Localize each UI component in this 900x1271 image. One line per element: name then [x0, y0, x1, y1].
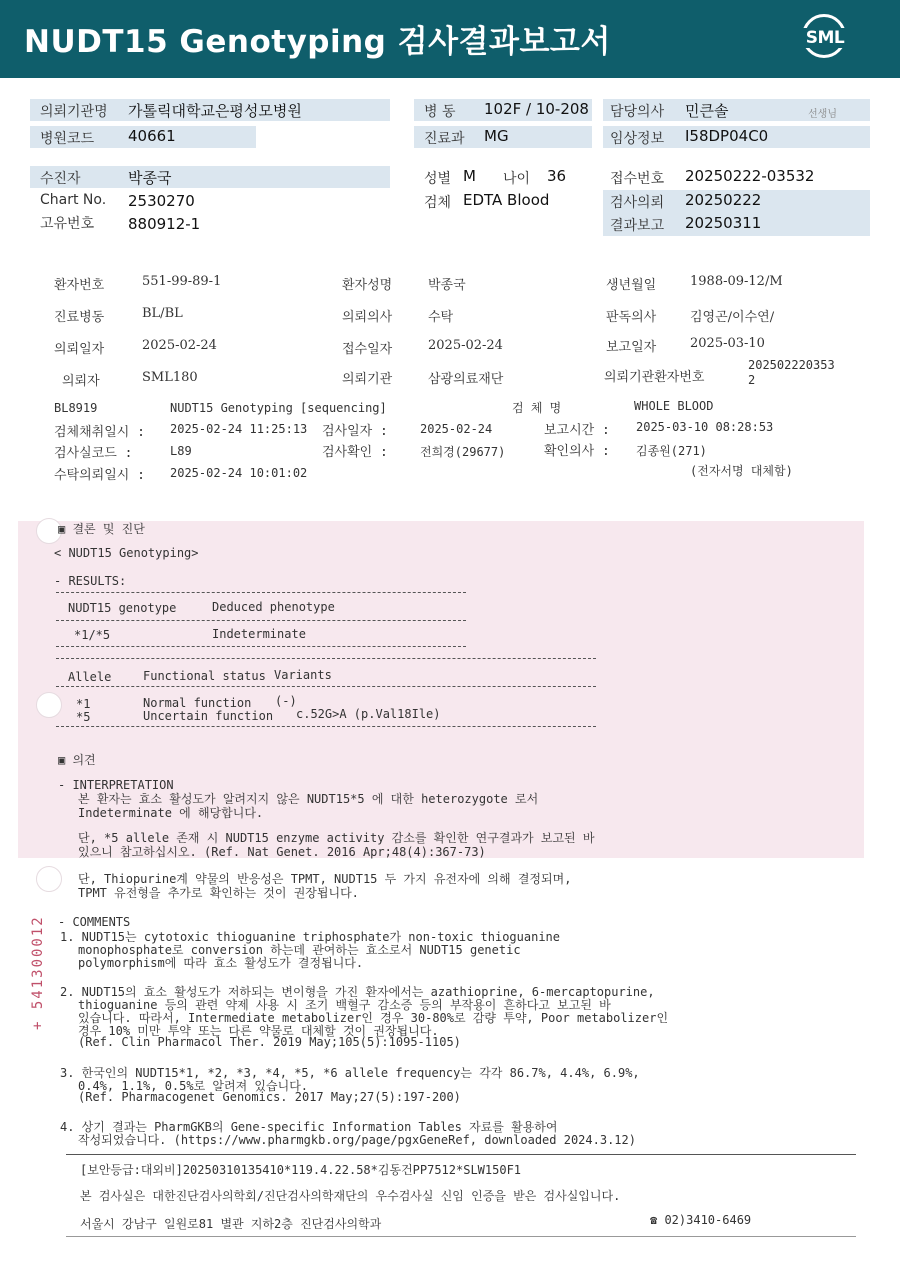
opinion-section-title: ▣ 의견 [58, 753, 96, 767]
doctor-label: 담당의사 [610, 104, 665, 120]
variant-row-2: c.52G>A (p.Val18Ile) [296, 707, 441, 721]
sml-logo [796, 14, 854, 64]
interp-p1-line2: Indeterminate 에 해당합니다. [78, 806, 264, 820]
institution-value: 가톨릭대학교은평성모병원 [128, 102, 302, 120]
order-label: 수탁의뢰일시 : [54, 468, 146, 483]
punch-hole-3 [36, 866, 62, 892]
read-dr-label: 판독의사 [606, 310, 657, 325]
comment-1-line3: polymorphism에 따라 효소 활성도가 결정됩니다. [78, 956, 364, 970]
specimen-value: EDTA Blood [463, 191, 550, 209]
doctor-value: 민큰솔 [685, 102, 729, 120]
patient-value: 박종국 [128, 169, 172, 187]
phenotype-value: Indeterminate [212, 627, 306, 641]
comment-3-line1: 3. 한국인의 NUDT15*1, *2, *3, *4, *5, *6 allele frequency는 각각 86.7%, 4.4%, 6.9%, [60, 1066, 640, 1080]
rec-date-label: 접수일자 [342, 342, 393, 357]
clinical-label: 임상정보 [610, 131, 665, 147]
interp-p2-line2: 있으니 참고하십시오. (Ref. Nat Genet. 2016 Apr;48(4):367-73) [78, 845, 486, 859]
interp-p1-line1: 본 환자는 효소 활성도가 알려지지 않은 NUDT15*5 에 대한 heterozygote 로서 [78, 792, 539, 806]
footer-divider [66, 1236, 856, 1237]
report-value: 20250311 [685, 214, 762, 232]
security-line: [보안등급:대외비]20250310135410*119.4.22.58*김동건PP7512*SLW150F1 [80, 1163, 522, 1177]
genotype-header: NUDT15 genotype [68, 601, 177, 615]
test-date-value: 2025-02-24 [420, 422, 493, 436]
patient-bar [30, 166, 390, 188]
request-value: 20250222 [685, 191, 762, 209]
confirm-value: 김종원(271) [636, 444, 707, 458]
rep-date-label: 보고일자 [606, 340, 657, 355]
test-specimen-label: 검 체 명 [512, 401, 562, 415]
phenotype-header: Deduced phenotype [212, 600, 335, 614]
test-code: BL8919 [54, 401, 98, 415]
comment-3-line2: 0.4%, 1.1%, 0.5%로 알려져 있습니다. [78, 1079, 309, 1093]
report-time-value: 2025-03-10 08:28:53 [636, 420, 774, 434]
req-dr-label: 의뢰의사 [342, 310, 393, 325]
read-dr-value: 김영곤/이수연/ [690, 310, 775, 325]
confirm-label: 확인의사 : [544, 444, 610, 459]
patient-label: 수진자 [40, 171, 81, 187]
function-header: Functional status [143, 669, 266, 683]
variants-header: Variants [274, 668, 332, 682]
receipt-value: 20250222-03532 [685, 167, 815, 185]
divider [56, 620, 466, 621]
results-label: - RESULTS: [54, 574, 127, 588]
side-barcode-text: + 541300012 [30, 915, 46, 1030]
divider [56, 658, 596, 659]
sex-label: 성별 [424, 171, 452, 187]
comment-2-line3: 있습니다. 따라서, Intermediate metabolizer인 경우 30-80%로 감량 투약, Poor metabolizer인 [78, 1011, 669, 1025]
esign-note: (전자서명 대체함) [690, 464, 793, 478]
variant-row-1: (-) [275, 694, 297, 708]
divider [56, 686, 596, 687]
id-label: 고유번호 [40, 216, 95, 232]
ward-label: 병 동 [424, 104, 456, 120]
divider [56, 646, 466, 647]
divider [56, 592, 466, 593]
verify-value: 전희경(29677) [420, 445, 506, 459]
comment-2-line4: 경우 10% 미만 투약 또는 다른 약물로 대체할 것이 권장됩니다. [78, 1024, 439, 1038]
dept-value: MG [484, 127, 509, 145]
result-subtitle: < NUDT15 Genotyping> [54, 546, 199, 560]
function-row-2: Uncertain function [143, 709, 274, 723]
pt-name-label: 환자성명 [342, 278, 393, 293]
inst-pt-label: 의뢰기관환자번호 [604, 370, 705, 385]
lab-phone: ☎ 02)3410-6469 [650, 1213, 752, 1227]
dept-label: 진료과 [424, 131, 465, 147]
req-date-label: 의뢰일자 [54, 342, 105, 357]
ward-info-value: BL/BL [142, 306, 183, 321]
allele-row-1: *1 [76, 697, 91, 711]
inst-pt-value-2: 2 [748, 373, 756, 387]
chart-value: 2530270 [128, 192, 195, 210]
req-inst-label: 의뢰기관 [342, 372, 393, 387]
id-value: 880912-1 [128, 215, 201, 233]
certification-note: 본 검사실은 대한진단검사의학회/진단검사의학재단의 우수검사실 신임 인증을 받은 검사실입니다. [80, 1189, 621, 1203]
lab-address: 서울시 강남구 일원로81 별관 지하2층 진단검사의학과 [80, 1217, 382, 1231]
report-time-label: 보고시간 : [544, 423, 610, 438]
allele-row-2: *5 [76, 710, 91, 724]
pt-no-label: 환자번호 [54, 278, 105, 293]
doctor-suffix: 선생님 [808, 109, 837, 120]
interpretation-label: - INTERPRETATION [58, 778, 174, 792]
divider [56, 726, 596, 727]
receipt-label: 접수번호 [610, 171, 665, 187]
req-date-value: 2025-02-24 [142, 338, 217, 353]
inst-pt-value-1: 202502220353 [748, 358, 835, 372]
comment-2-line2: thioguanine 등의 관련 약제 사용 시 조기 백혈구 감소증 등의 부작용이 흔하다고 보고된 바 [78, 998, 611, 1012]
hospital-code-label: 병원코드 [40, 131, 95, 147]
pt-no-value: 551-99-89-1 [142, 274, 222, 289]
ward-info-label: 진료병동 [54, 310, 105, 325]
dob-label: 생년월일 [606, 278, 657, 293]
collect-label: 검체채취일시 : [54, 425, 146, 440]
comment-4-line2: 작성되었습니다. (https://www.pharmgkb.org/page/pgxGeneRef, downloaded 2024.3.12) [78, 1133, 636, 1147]
result-section-title: ▣ 결론 및 진단 [58, 522, 145, 536]
clinical-value: I58DP04C0 [685, 127, 769, 145]
comment-4-line1: 4. 상기 결과는 PharmGKB의 Gene-specific Information Tables 자료를 활용하여 [60, 1120, 558, 1134]
requester-value: SML180 [142, 370, 198, 385]
request-label: 검사의뢰 [610, 195, 665, 211]
footer-divider [66, 1154, 856, 1155]
ward-value: 102F / 10-208 [484, 100, 589, 118]
interp-p2-line1: 단, *5 allele 존재 시 NUDT15 enzyme activity 감소를 확인한 연구결과가 보고된 바 [78, 831, 595, 845]
test-specimen-value: WHOLE BLOOD [634, 399, 714, 413]
rec-date-value: 2025-02-24 [428, 338, 503, 353]
room-value: L89 [170, 444, 192, 458]
comment-3-line3: (Ref. Pharmacogenet Genomics. 2017 May;27(5):197-200) [78, 1090, 461, 1104]
hospital-code-value: 40661 [128, 127, 176, 145]
institution-label: 의뢰기관명 [40, 104, 108, 120]
test-name: NUDT15 Genotyping [sequencing] [170, 401, 387, 415]
comment-1-line1: 1. NUDT15는 cytotoxic thioguanine triphosphate가 non-toxic thioguanine [60, 930, 561, 944]
test-date-label: 검사일자 : [322, 424, 388, 439]
req-dr-value: 수탁 [428, 310, 454, 325]
comments-label: - COMMENTS [58, 915, 131, 929]
interp-p3-line2: TPMT 유전형을 추가로 확인하는 것이 권장됩니다. [78, 886, 359, 900]
interp-p3-line1: 단, Thiopurine계 약물의 반응성은 TPMT, NUDT15 두 가지 유전자에 의해 결정되며, [78, 872, 572, 886]
comment-2-line1: 2. NUDT15의 효소 활성도가 저하되는 변이형을 가진 환자에서는 azathioprine, 6-mercaptopurine, [60, 985, 655, 999]
req-inst-value: 삼광의료재단 [428, 372, 504, 387]
order-value: 2025-02-24 10:01:02 [170, 466, 308, 480]
age-label: 나이 [503, 171, 531, 187]
report-title: NUDT15 Genotyping 검사결과보고서 [24, 24, 611, 60]
room-label: 검사실코드 : [54, 446, 133, 461]
verify-label: 검사확인 : [322, 445, 388, 460]
sex-value: M [463, 167, 476, 185]
dob-value: 1988-09-12/M [690, 274, 783, 289]
collect-value: 2025-02-24 11:25:13 [170, 422, 308, 436]
genotype-value: *1/*5 [74, 628, 111, 642]
report-label: 결과보고 [610, 218, 665, 234]
report-header [0, 0, 900, 78]
specimen-label: 검체 [424, 195, 452, 211]
rep-date-value: 2025-03-10 [690, 336, 765, 351]
pt-name-value: 박종국 [428, 278, 466, 293]
logo-text: SML [800, 28, 850, 48]
function-row-1: Normal function [143, 696, 252, 710]
age-value: 36 [547, 167, 567, 185]
allele-header: Allele [68, 670, 112, 684]
punch-hole-2 [36, 692, 62, 718]
comment-1-line2: monophosphate로 conversion 하는데 관여하는 효소로서 NUDT15 genetic [78, 943, 521, 957]
comment-2-line5: (Ref. Clin Pharmacol Ther. 2019 May;105(5):1095-1105) [78, 1035, 461, 1049]
requester-label: 의뢰자 [62, 374, 100, 389]
chart-label: Chart No. [40, 192, 107, 208]
